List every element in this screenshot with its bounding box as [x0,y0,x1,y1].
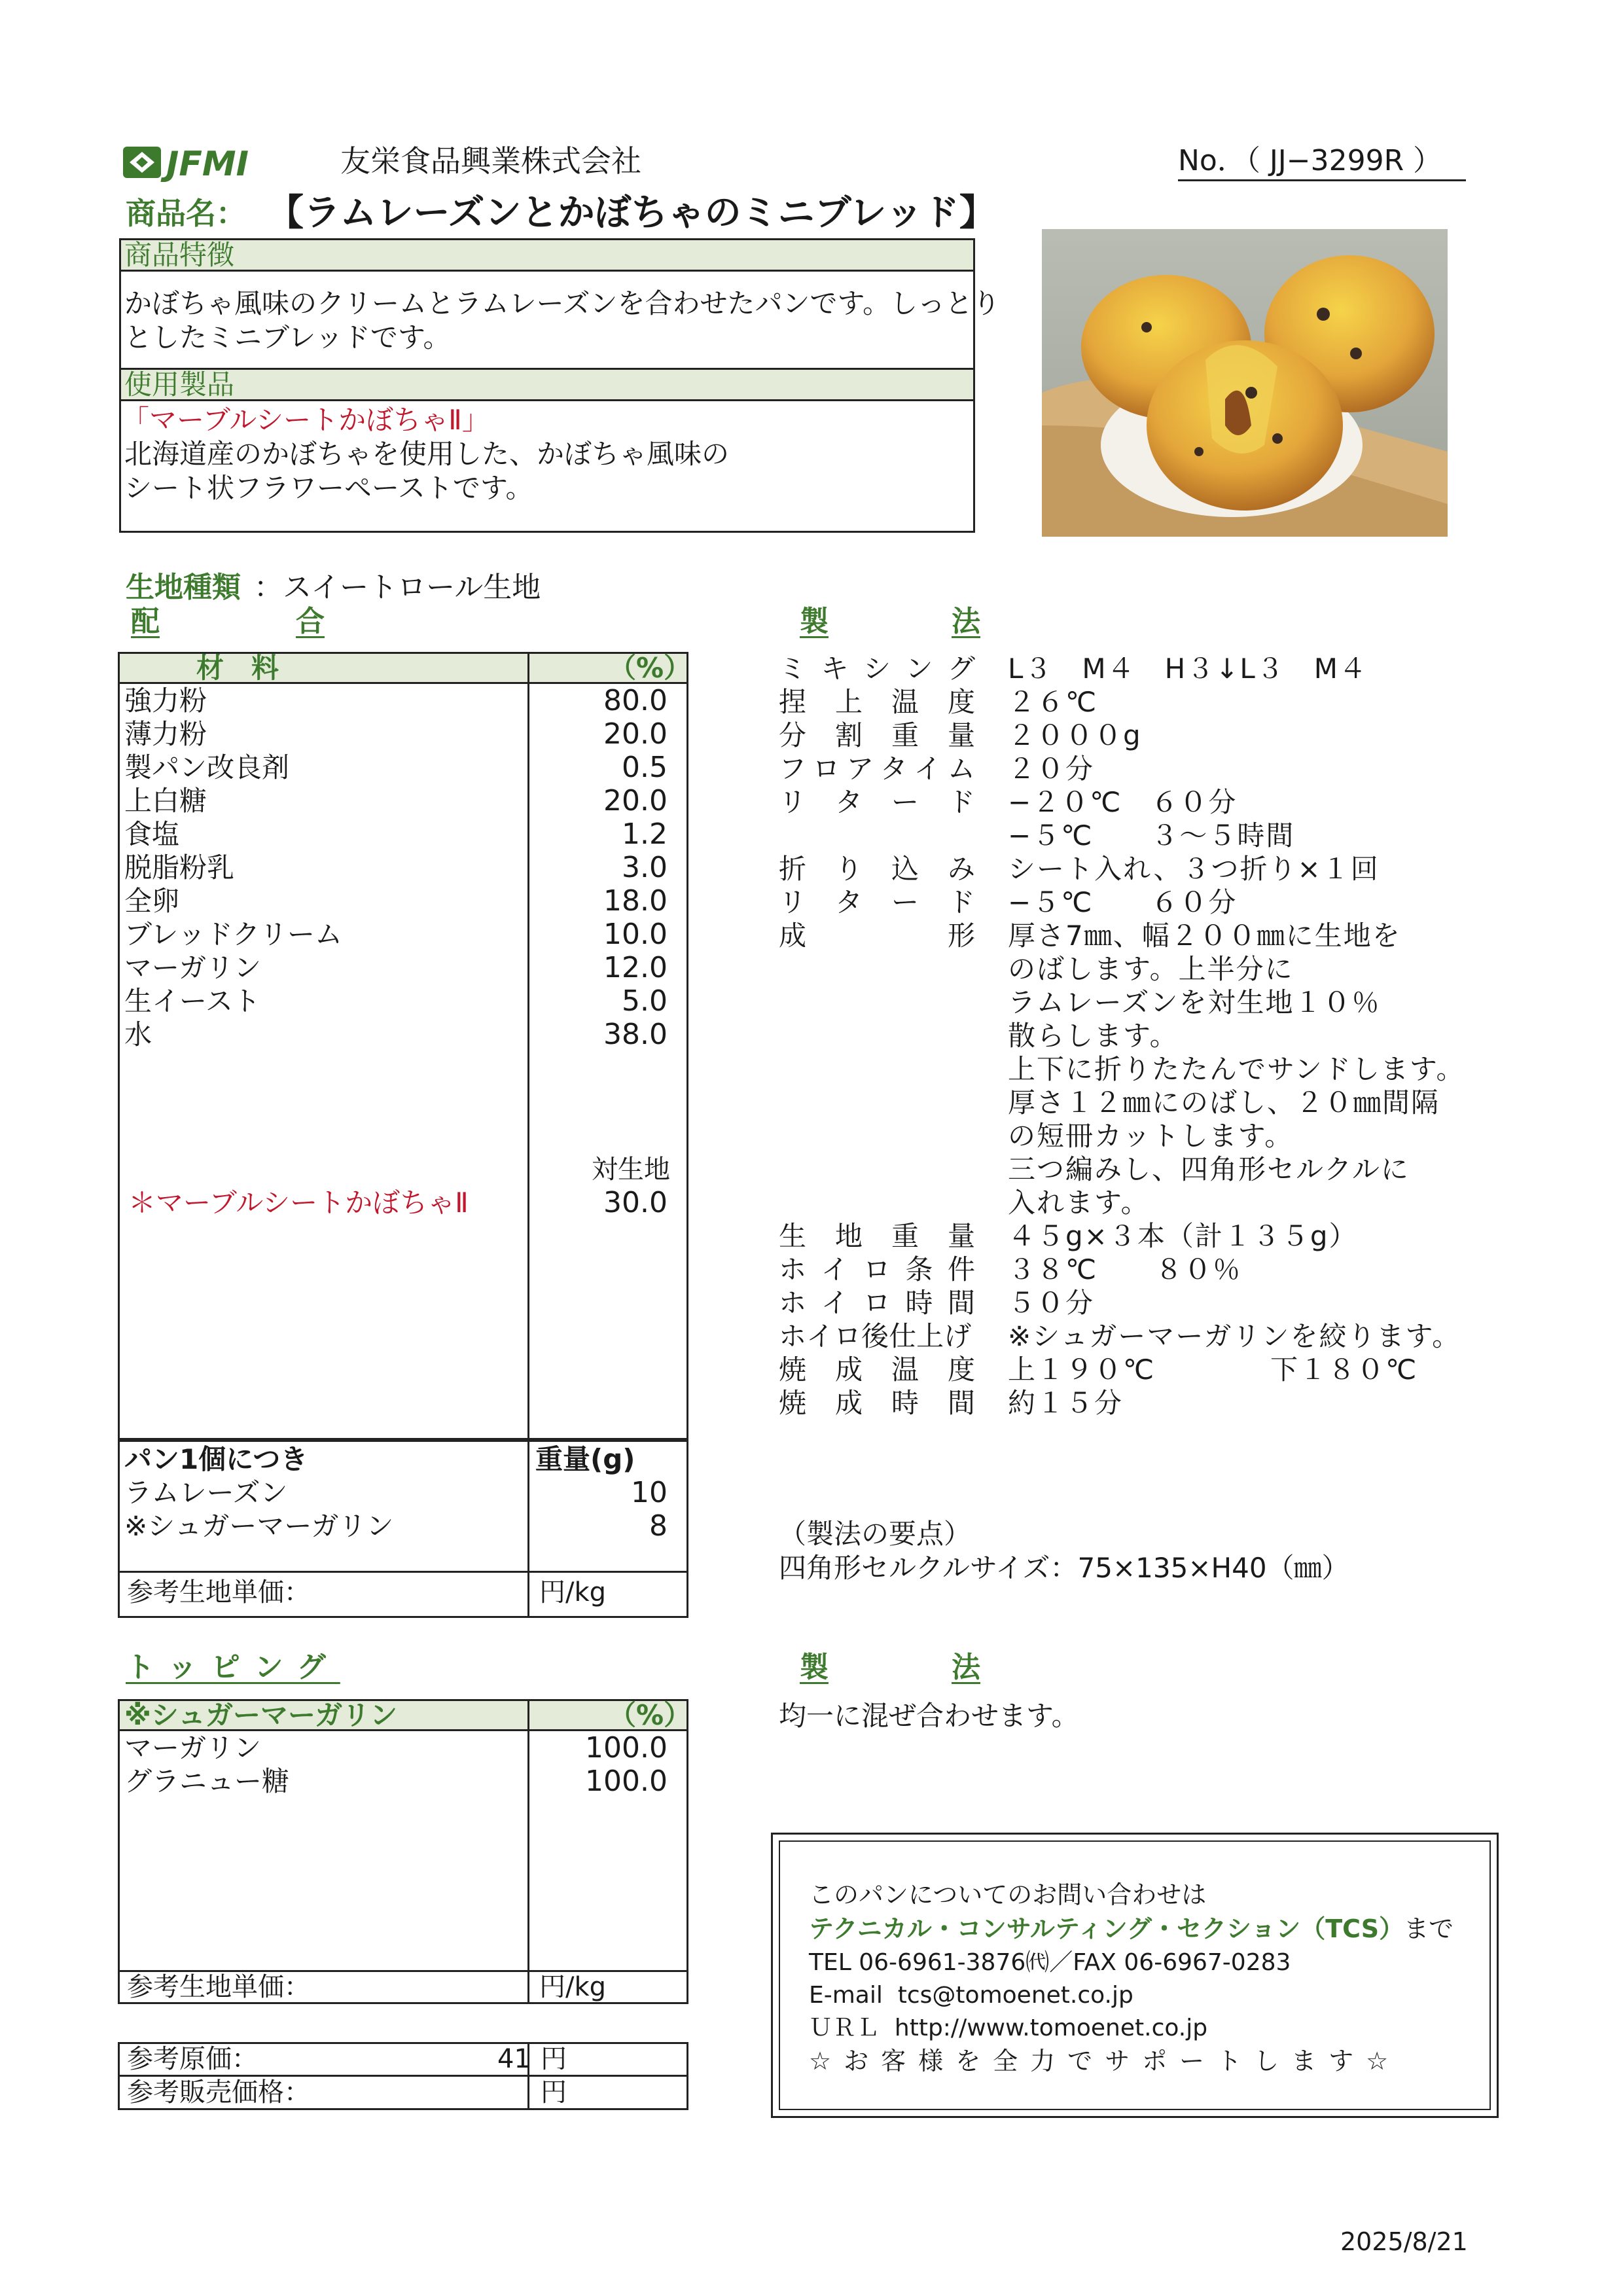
ingredient-value: 18.0 [603,884,668,918]
topping-unit-price-unit: 円/kg [539,1972,607,2002]
topping-item-value: 100.0 [585,1731,668,1765]
method-step-value: ５０分 [1008,1287,1095,1319]
method-step-value: 上１９０℃ 下１８０℃ [1008,1354,1418,1386]
ingredient-name: マーガリン [124,952,262,984]
method-step-label: 生 地 重 量 [779,1220,975,1252]
dough-unit-price-label: 参考生地単価： [127,1577,310,1607]
topping-unit-price-label: 参考生地単価： [127,1972,310,2002]
col-percent-header: （%） [609,652,692,684]
method-step-value: 入れます。 [1008,1187,1150,1219]
method-step-value: ラムレーズンを対生地１０％ [1008,986,1381,1018]
email-label: E-mail [809,1982,883,2009]
url-label: ＵＲＬ [809,2015,880,2041]
method-step-value: ２６℃ [1008,686,1098,718]
ingredient-value: 3.0 [622,851,668,884]
sheet-ingredient-value: 30.0 [603,1186,668,1219]
features-title: 商品特徴 [124,239,235,271]
features-text-1: かぼちゃ風味のクリームとラムレーズンを合わせたパンです。しっとり [124,287,1001,319]
topping-method-title-a: 製 [800,1651,829,1684]
recipe-title-a: 配 [131,605,160,638]
ingredient-name: 全卵 [124,885,180,917]
col-material-header: 材 料 [196,652,279,684]
product-photo [1042,229,1448,537]
ingredient-value: 20.0 [603,784,668,817]
footer-date: 2025/8/21 [1340,2227,1468,2256]
product-name: 【ラムレーズンとかぼちゃのミニブレッド】 [267,192,996,234]
method-step-value: 厚さ7㎜、幅２００㎜に生地を [1008,920,1401,952]
cost-label: 参考原価： [127,2044,258,2074]
topping-item-name: マーガリン [124,1732,262,1764]
product-used-text-1: 北海道産のかぼちゃを使用した、かぼちゃ風味の [124,438,730,470]
per-piece-item-name: ラムレーズン [124,1477,288,1509]
method-step-value: ※シュガーマーガリンを絞ります。 [1008,1320,1461,1352]
sheet-ingredient-name: ＊マーブルシートかぼちゃⅡ [128,1187,469,1219]
contact-section [809,1912,1454,1945]
document-number: No．（ JJ−3299R ） [1178,144,1442,177]
method-step-label: ホ イ ロ 時 間 [779,1287,975,1319]
topping-header-name: ※シュガーマーガリン [124,1699,398,1731]
method-step-label: ホ イ ロ 後 仕 上 げ [779,1320,972,1352]
ingredient-value: 0.5 [622,751,668,784]
recipe-title [128,603,325,640]
product-used-text-2: シート状フラワーペーストです。 [124,472,533,504]
method-step-label: リ タ ー ド [779,886,975,918]
ingredient-value: 12.0 [603,951,668,984]
ingredient-name: 製パン改良剤 [124,751,290,783]
dough-type-value: ：スイートロール生地 [254,571,541,604]
method-step-value: ２０００g [1008,719,1142,751]
features-header [121,240,973,272]
product-used-name: 「マーブルシートかぼちゃⅡ」 [122,404,490,436]
method-step-value: シート入れ、３つ折り×１回 [1008,853,1380,885]
method-step-label: フ ロ ア タ イ ム [779,753,975,785]
method-step-value: L３ M４ H３↓L３ M４ [1008,653,1368,685]
method-step-label: ホ イ ロ 条 件 [779,1253,975,1285]
method-step-label: 成 形 [779,920,975,952]
ingredient-value: 5.0 [622,984,668,1018]
tcs-section-suffix: まで [1404,1914,1454,1943]
weight-header: 重量(g) [535,1443,635,1475]
contact-intro: このパンについてのお問い合わせは [809,1880,1207,1909]
ingredient-name: 上白糖 [124,785,207,817]
topping-header-percent: （%） [609,1699,692,1731]
company-logo [122,143,298,182]
topping-method-text: 均一に混ぜ合わせます。 [779,1700,1079,1732]
sales-price-unit: 円 [541,2077,567,2108]
per-piece-item-name: ※シュガーマーガリン [124,1510,394,1542]
ingredient-name: 水 [124,1018,152,1050]
method-step-value: 三つ編みし、四角形セルクルに [1008,1153,1410,1185]
method-step-value: −５℃ ３〜５時間 [1008,819,1295,852]
contact-slogan: ☆お客様を全力でサポートします☆ [809,2047,1401,2075]
ingredient-value: 20.0 [603,717,668,751]
method-step-value: 上下に折りたたんでサンドします。 [1008,1053,1465,1085]
method-step-label: 焼 成 時 間 [779,1387,975,1419]
topping-item-value: 100.0 [585,1765,668,1798]
method-step-label: リ タ ー ド [779,786,975,818]
dough-type-label: 生地種類 [126,571,241,604]
topping-item-name: グラニュー糖 [124,1765,290,1797]
ingredient-value: 1.2 [622,817,668,851]
topping-title: トッピング [126,1651,340,1684]
ingredient-name: ブレッドクリーム [124,918,343,950]
topping-method-title-b: 法 [952,1651,980,1684]
ingredient-name: 脱脂粉乳 [124,852,235,884]
ingredient-name: 生イースト [124,985,260,1017]
topping-method-title [800,1649,980,1686]
method-points-text: 四角形セルクルサイズ：75×135×H40（㎜） [779,1552,1349,1584]
ingredient-value: 10.0 [603,918,668,951]
product-used-title: 使用製品 [124,368,235,401]
method-title-b: 法 [952,605,980,638]
method-step-value: 厚さ１２㎜にのばし、２０㎜間隔 [1008,1086,1440,1119]
dough-unit-price-unit: 円/kg [539,1577,607,1607]
contact-url-row [809,2012,1207,2045]
ingredient-name: 強力粉 [124,685,207,717]
method-points-title: （製法の要点） [779,1518,972,1550]
features-text-2: としたミニブレッドです。 [124,321,451,353]
contact-email-row [809,1979,1133,2012]
cost-unit: 円 [541,2044,567,2074]
ingredient-name: 食塩 [124,818,180,850]
ingredient-value: 80.0 [603,684,668,717]
method-step-value: ３８℃ ８０％ [1008,1253,1242,1285]
method-step-label: 分 割 重 量 [779,719,975,751]
email-link[interactable]: tcs@tomoenet.co.jp [897,1982,1133,2009]
method-step-value: ４５g×３本（計１３５g） [1008,1220,1358,1252]
svg-text:JFMI: JFMI [166,145,249,182]
method-step-value: −２０℃ ６０分 [1008,786,1238,818]
method-step-value: ２０分 [1008,753,1095,785]
method-title [800,603,980,640]
method-title-a: 製 [800,605,829,638]
tcs-section-name: テクニカル・コンサルティング・セクション（TCS） [809,1914,1404,1943]
method-step-label: 焼 成 温 度 [779,1354,975,1386]
contact-tel-fax: TEL 06-6961-3876㈹／FAX 06-6967-0283 [809,1949,1291,1976]
method-step-label: ミ キ シ ン グ [779,653,975,685]
header-divider [1178,179,1466,181]
method-step-value: の短冊カットします。 [1008,1120,1294,1152]
product-used-header [121,370,973,401]
method-step-value: のばします。上半分に [1008,953,1294,985]
unit-price-rule [118,1571,688,1573]
cost-value: 41 [497,2044,531,2074]
method-step-label: 折 り 込 み [779,853,975,885]
method-step-value: −５℃ ６０分 [1008,886,1238,918]
sheet-ratio-note: 対生地 [592,1155,670,1185]
sales-price-label: 参考販売価格： [127,2077,310,2108]
product-name-label: 商品名： [126,196,246,231]
per-piece-label: パン1個につき [124,1443,308,1475]
per-piece-item-value: 10 [631,1476,668,1509]
recipe-title-b: 合 [296,605,325,638]
ingredient-value: 38.0 [603,1018,668,1051]
method-step-value: 約１５分 [1008,1387,1124,1419]
ingredient-name: 薄力粉 [124,718,207,750]
company-name: 友栄食品興業株式会社 [340,143,641,179]
method-step-value: 散らします。 [1008,1020,1179,1052]
method-step-label: 捏 上 温 度 [779,686,975,718]
per-piece-item-value: 8 [649,1509,668,1543]
url-link[interactable]: http://www.tomoenet.co.jp [894,2015,1208,2041]
